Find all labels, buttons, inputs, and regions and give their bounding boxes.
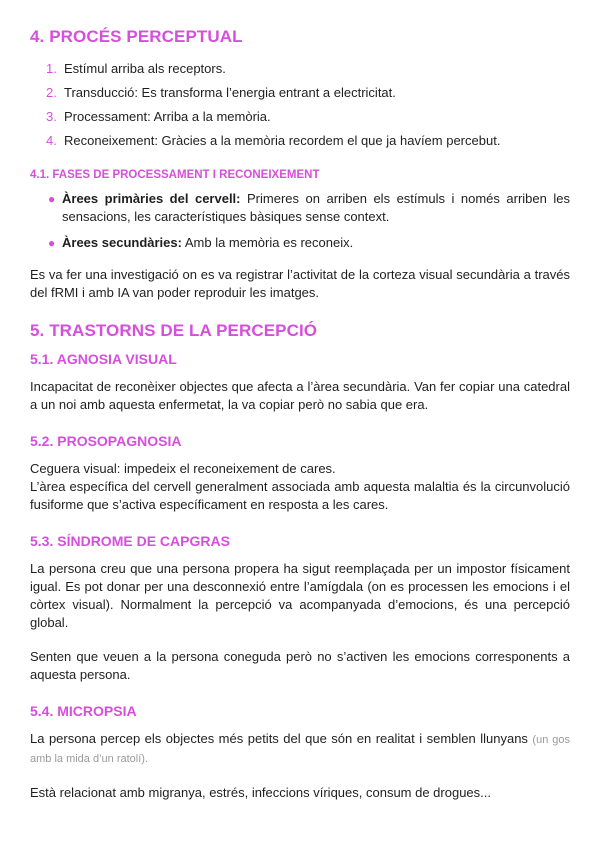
step-number: 4. (46, 133, 57, 148)
investigation-paragraph: Es va fer una investigació on es va registrar l’activitat de la corteza visual secundària a través del fRMI i amb IA van poder reproduir les imatges. (30, 267, 570, 300)
list-item (30, 108, 570, 126)
phases-bullet-list (30, 190, 570, 252)
step-text: Processament: Arriba a la memòria. (64, 109, 271, 124)
subsection-5-3-title: 5.3. SÍNDROME DE CAPGRAS (30, 533, 230, 549)
bullet-icon: ● (48, 236, 56, 250)
perceptual-steps-list (30, 60, 570, 150)
subsection-4-1-title: 4.1. FASES DE PROCESSAMENT I RECONEIXEMENT (30, 169, 320, 181)
list-item (30, 234, 570, 252)
micropsia-paragraph-2: Està relacionat amb migranya, estrés, infeccions víriques, consum de drogues... (30, 785, 491, 800)
subsection-5-1-title: 5.1. AGNOSIA VISUAL (30, 351, 177, 367)
bullet-text (62, 234, 570, 252)
section-4-title: 4. PROCÉS PERCEPTUAL (30, 27, 243, 46)
micropsia-paragraph-1 (30, 730, 570, 768)
list-item (30, 84, 570, 102)
capgras-paragraph-2: Senten que veuen a la persona coneguda però no s’activen les emocions corresponents a aquesta persona. (30, 649, 570, 682)
bullet-icon: ● (48, 192, 56, 206)
list-item (30, 60, 570, 78)
step-text: Reconeixement: Gràcies a la memòria recordem el que ja havíem percebut. (64, 133, 501, 148)
subsection-5-4-title: 5.4. MICROPSIA (30, 703, 137, 719)
prosopagnosia-line-2: L’àrea específica del cervell generalment associada amb aquesta malaltia és la circunvolució fusiforme que s’activa específicament en resposta a les cares. (30, 479, 570, 512)
step-text: Transducció: Es transforma l’energia entrant a electricitat. (64, 85, 396, 100)
bullet-desc: Amb la memòria es reconeix. (181, 235, 354, 250)
list-item (30, 132, 570, 150)
step-number: 3. (46, 109, 57, 124)
spacer (30, 632, 570, 648)
step-number: 1. (46, 61, 57, 76)
section-5-title: 5. TRASTORNS DE LA PERCEPCIÓ (30, 321, 318, 340)
agnosia-paragraph: Incapacitat de reconèixer objectes que afecta a l’àrea secundària. Van fer copiar una catedral a un noi amb aquesta enfermetat, la va copiar però no sabia que era. (30, 379, 570, 412)
prosopagnosia-line-1: Ceguera visual: impedeix el reconeixement de cares. (30, 461, 336, 476)
step-text: Estímul arriba als receptors. (64, 61, 226, 76)
capgras-paragraph-1: La persona creu que una persona propera ha sigut reemplaçada per un impostor físicament igual. Es pot donar per una desconnexió entre l’amígdala (on es processen les emocions i el còrtex visual). Normalment la percepció va acompanyada d’emocions, és una percepció global. (30, 561, 570, 630)
micropsia-text: La persona percep els objectes més petits del que són en realitat i semblen llunyans (30, 731, 533, 746)
bullet-text (62, 190, 570, 226)
subsection-5-2-title: 5.2. PROSOPAGNOSIA (30, 433, 182, 449)
bullet-desc: Primeres on arriben els estímuls i només arriben les sensacions, les característiques bàsiques sense context. (62, 191, 570, 224)
spacer (30, 768, 570, 784)
bullet-term: Àrees secundàries: (62, 235, 182, 250)
list-item (30, 190, 570, 226)
step-number: 2. (46, 85, 57, 100)
bullet-term: Àrees primàries del cervell: (62, 191, 241, 206)
micropsia-example-note: (un gos amb la mida d’un ratolí). (30, 734, 570, 765)
